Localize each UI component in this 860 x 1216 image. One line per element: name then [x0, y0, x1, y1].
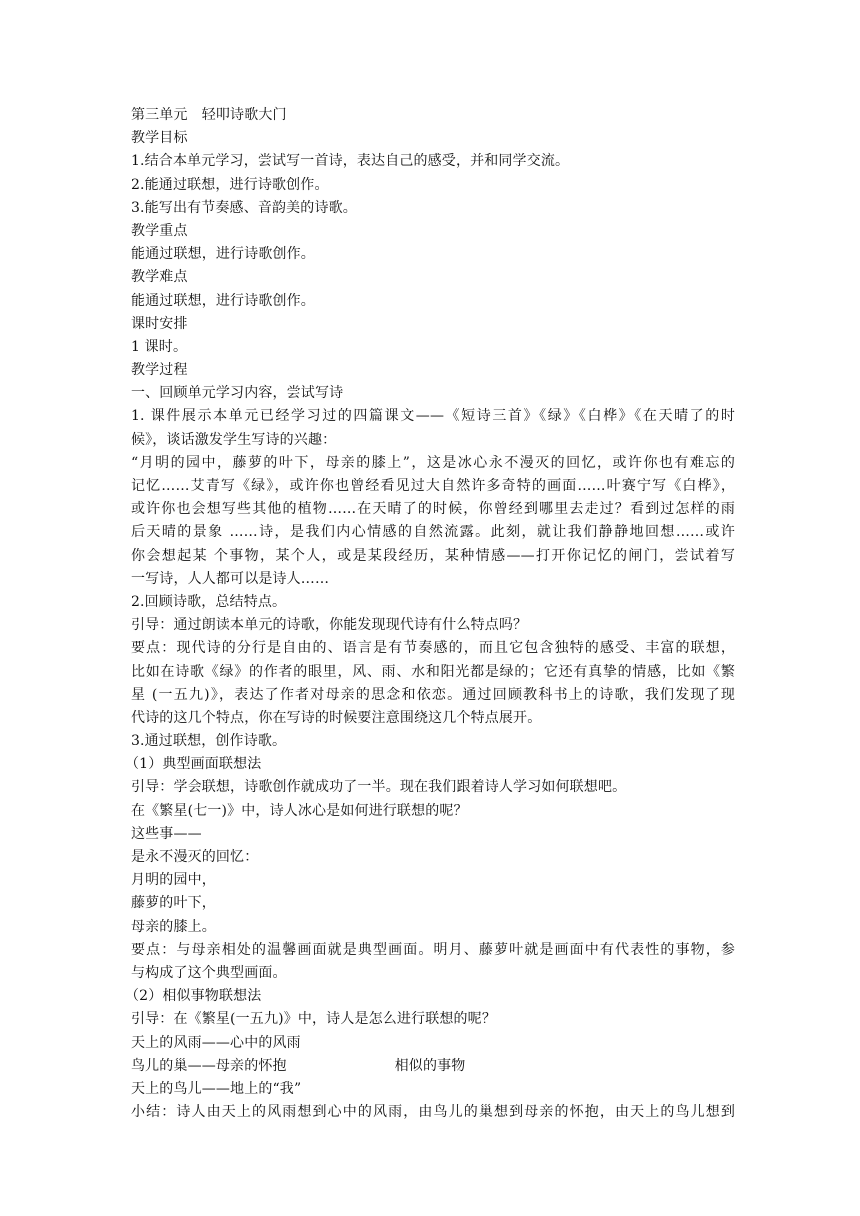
- association-line: 天上的鸟儿——地上的“我”: [131, 1080, 302, 1097]
- method-2-heading: （2）相似事物联想法: [125, 988, 262, 1005]
- difficulty-text: 能通过联想，进行诗歌创作。: [131, 292, 315, 309]
- unit-title: 第三单元 轻叩诗歌大门: [131, 107, 287, 123]
- poem-line: 是永不漫灭的回忆：: [131, 849, 259, 865]
- paragraph-line: 或许你也会想写些其他的植物……在天晴了的时候，你曾经到哪里去走过？看到过怎样的雨: [131, 501, 735, 518]
- goal-item-2: 2.能通过联想，进行诗歌创作。: [131, 176, 329, 193]
- paragraph-line: 你会想起某 个事物，某个人，或是某段经历，某种情感——打开你记忆的闸门，尝试着写: [131, 547, 735, 564]
- paragraph-line: 1. 课件展示本单元已经学习过的四篇课文——《短诗三首》《绿》《白桦》《在天晴了的时: [131, 408, 735, 425]
- heading-process: 教学过程: [131, 362, 188, 379]
- association-line: 天上的风雨——心中的风雨: [131, 1034, 301, 1051]
- paragraph-line: 星 (一五九)》，表达了作者对母亲的思念和依恋。通过回顾教科书上的诗歌，我们发现了现: [131, 686, 735, 703]
- paragraph-line: 后天晴的景象 ……诗，是我们内心情感的自然流露。此刻，就让我们静静地回想……或许: [131, 524, 735, 541]
- poem-line: 藤萝的叶下，: [131, 895, 216, 912]
- poem-line: 这些事——: [131, 825, 202, 842]
- paragraph-line: “月明的园中，藤萝的叶下，母亲的膝上”，这是冰心永不漫灭的回忆，或许你也有难忘的: [131, 454, 735, 471]
- paragraph-line: 要点：现代诗的分行是自由的、语言是有节奏感的，而且它包含独特的感受、丰富的联想，: [131, 640, 735, 657]
- step-3-heading: 3.通过联想，创作诗歌。: [131, 733, 287, 750]
- goal-item-1: 1.结合本单元学习，尝试写一首诗，表达自己的感受，并和同学交流。: [131, 153, 570, 170]
- heading-difficulties: 教学难点: [131, 269, 188, 286]
- key-point-text: 能通过联想，进行诗歌创作。: [131, 246, 315, 263]
- method-1-heading: （1）典型画面联想法: [125, 756, 262, 773]
- heading-teaching-goals: 教学目标: [131, 130, 188, 147]
- paragraph-line: 候》，谈话激发学生写诗的兴趣：: [131, 431, 337, 448]
- side-note: 相似的事物: [394, 1057, 466, 1074]
- heading-key-points: 教学重点: [131, 222, 188, 239]
- association-line-with-note: [131, 1055, 735, 1078]
- guide-text: 引导：学会联想，诗歌创作就成功了一半。现在我们跟着诗人学习如何联想吧。: [131, 779, 627, 796]
- guide-text: 引导：在《繁星(一五九)》中，诗人是怎么进行联想的呢？: [131, 1011, 496, 1028]
- paragraph-line: 与构成了这个典型画面。: [131, 964, 287, 981]
- summary-line: 小结：诗人由天上的风雨想到心中的风雨，由鸟儿的巢想到母亲的怀抱，由天上的鸟儿想到: [131, 1104, 735, 1121]
- goal-item-3: 3.能写出有节奏感、音韵美的诗歌。: [131, 199, 357, 216]
- poem-line: 月明的园中，: [131, 872, 216, 889]
- paragraph-line: 代诗的这几个特点，你在写诗的时候要注意围绕这几个特点展开。: [131, 709, 542, 726]
- step-2-heading: 2.回顾诗歌，总结特点。: [131, 593, 287, 610]
- poem-line: 母亲的膝上。: [131, 918, 216, 935]
- document-page: [125, 104, 735, 1124]
- heading-schedule: 课时安排: [131, 315, 188, 332]
- paragraph-line: 记忆……艾青写《绿》，或许你也曾经看见过大自然许多奇特的画面……叶赛宁写《白桦》，: [131, 478, 735, 494]
- guide-text: 引导：通过朗读本单元的诗歌，你能发现现代诗有什么特点吗？: [131, 617, 528, 634]
- association-text: 鸟儿的巢——母亲的怀抱: [131, 1057, 287, 1074]
- paragraph-line: 比如在诗歌《绿》的作者的眼里，风、雨、水和阳光都是绿的；它还有真挚的情感，比如《繁: [131, 663, 735, 680]
- schedule-text: 1 课时。: [131, 338, 188, 355]
- paragraph-line: 一写诗，人人都可以是诗人……: [131, 570, 330, 587]
- paragraph-line: 要点：与母亲相处的温馨画面就是典型画面。明月、藤萝叶就是画面中有代表性的事物，参: [131, 941, 735, 958]
- section-1-heading: 一、回顾单元学习内容，尝试写诗: [131, 385, 344, 402]
- question-text: 在《繁星(七一)》中，诗人冰心是如何进行联想的呢？: [131, 802, 468, 819]
